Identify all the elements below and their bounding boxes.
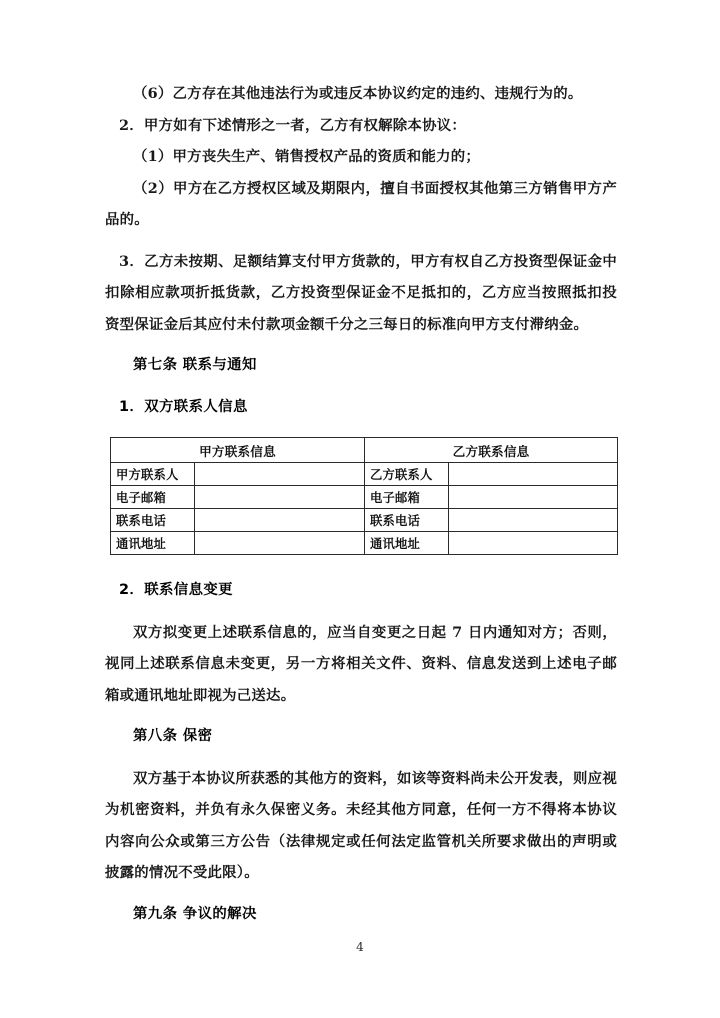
cell-label-party-a-phone: 联系电话 [111,509,195,532]
paragraph-clause-6-2-1: （1）甲方丧失生产、销售授权产品的资质和能力的； [133,148,480,165]
table-row [111,486,618,509]
spacer [105,236,617,246]
paragraph-article-7-body: 双方拟变更上述联系信息的，应当自变更之日起 7 日内通知对方；否则，视同上述联系信息未变更，另一方将相关文件、资料、信息发送到上述电子邮箱或通讯地址即视为己送达。 [105,623,617,704]
cell-label-party-b-address: 通讯地址 [365,532,449,555]
subheading-article-7-1: 1．双方联系人信息 [119,398,248,415]
contact-table-container [110,437,617,555]
spacer [105,340,617,350]
spacer [105,889,617,899]
cell-value-party-a-address[interactable] [195,532,365,555]
table-row [111,463,618,486]
spacer [105,561,617,575]
cell-value-party-a-phone[interactable] [195,509,365,532]
paragraph-clause-6-2: 2．甲方如有下述情形之一者，乙方有权解除本协议： [119,116,466,134]
cell-value-party-b-contact[interactable] [449,463,618,486]
cell-label-party-a-contact: 甲方联系人 [111,463,195,486]
heading-article-8: 第八条 保密 [133,728,213,744]
cell-label-party-b-email: 电子邮箱 [365,486,449,509]
cell-value-party-b-phone[interactable] [449,509,618,532]
table-header-party-a: 甲方联系信息 [111,438,365,463]
document-body [105,78,617,930]
heading-article-9: 第九条 争议的解决 [133,905,257,922]
page-number: 4 [356,940,364,954]
spacer [105,753,617,763]
cell-value-party-b-address[interactable] [449,532,618,555]
cell-value-party-b-email[interactable] [449,486,618,509]
paragraph-clause-6-6: （6）乙方存在其他违法行为或违反本协议约定的违约、违规行为的。 [133,85,583,102]
table-row [111,509,618,532]
paragraph-clause-6-2-2: （2）甲方在乙方授权区域及期限内，擅自书面授权其他第三方销售甲方产品的。 [105,179,617,228]
heading-article-7: 第七条 联系与通知 [133,357,257,373]
paragraph-article-8-body: 双方基于本协议所获悉的其他方的资料，如该等资料尚未公开发表，则应视为机密资料，并负有永久保密义务。未经其他方同意，任何一方不得将本协议内容向公众或第三方公告（法律规定或任何法定监管机关所要求做出的声明或披露的情况不受此限）。 [105,769,617,881]
cell-label-party-a-address: 通讯地址 [111,532,195,555]
contact-table-body [111,463,618,555]
table-row [111,532,618,555]
table-header-row [111,438,618,463]
spacer [105,711,617,721]
cell-label-party-a-email: 电子邮箱 [111,486,195,509]
cell-label-party-b-contact: 乙方联系人 [365,463,449,486]
cell-value-party-a-contact[interactable] [195,463,365,486]
cell-value-party-a-email[interactable] [195,486,365,509]
spacer [105,382,617,392]
cell-label-party-b-phone: 联系电话 [365,509,449,532]
subheading-article-7-2: 2．联系信息变更 [119,582,233,598]
spacer [105,607,617,617]
paragraph-clause-6-3: 3．乙方未按期、足额结算支付甲方货款的，甲方有权自乙方投资型保证金中扣除相应款项折抵货款，乙方投资型保证金不足抵扣的，乙方应当按照抵扣投资型保证金后其应付未付款项金额千分之三每日的标准向甲方支付滞纳金。 [105,252,617,333]
contact-information-table [110,437,618,555]
table-header-party-b: 乙方联系信息 [365,438,618,463]
